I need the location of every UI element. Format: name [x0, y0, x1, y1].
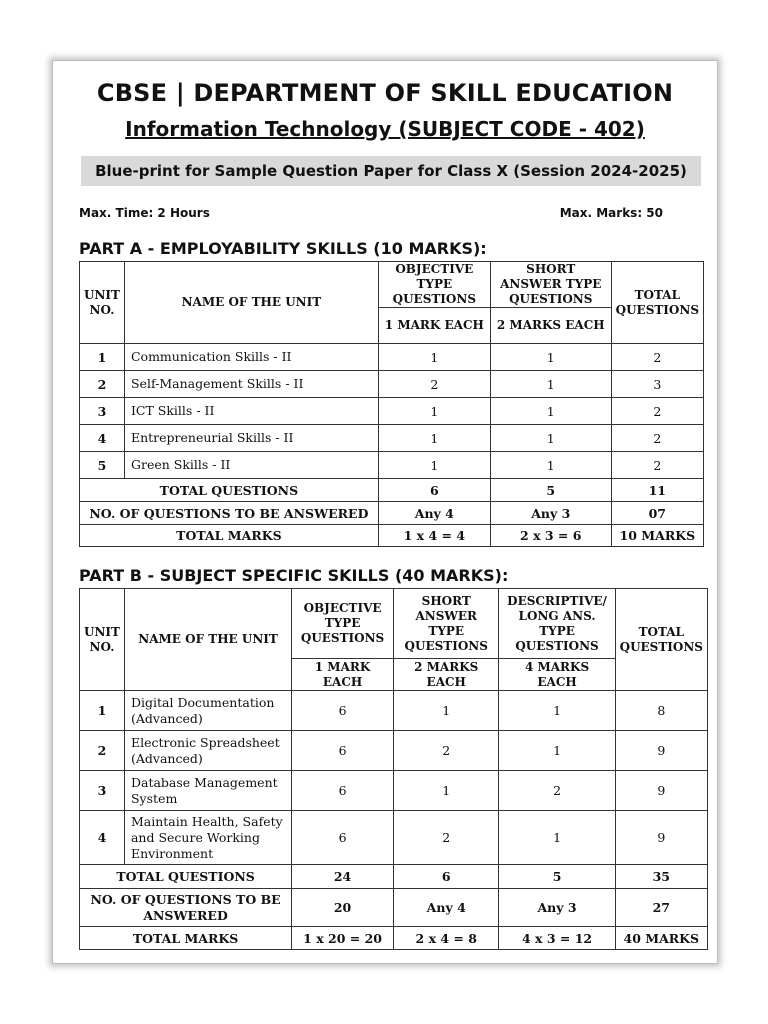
objective-count: 6 — [292, 691, 394, 731]
part-b-header-row — [80, 589, 708, 659]
objective-count: Any 4 — [378, 502, 490, 525]
total-questions-row — [80, 479, 704, 502]
total-count: 11 — [611, 479, 703, 502]
unit-no: 4 — [80, 425, 125, 452]
objective-count: 24 — [292, 865, 394, 889]
questions-to-answer-row — [80, 889, 708, 927]
part-b-long-marks: 4 MARKS EACH — [499, 659, 615, 691]
part-b-total-header: TOTAL QUESTIONS — [615, 589, 707, 691]
total-count: 2 — [611, 398, 703, 425]
total-marks: 10 MARKS — [611, 525, 703, 547]
part-a-table — [79, 261, 704, 547]
part-b-short-marks: 2 MARKS EACH — [394, 659, 499, 691]
objective-marks: 1 x 20 = 20 — [292, 927, 394, 950]
table-row — [80, 371, 704, 398]
objective-count: 1 — [378, 344, 490, 371]
long-marks: 4 x 3 = 12 — [499, 927, 615, 950]
part-a-objective-header: OBJECTIVE TYPE QUESTIONS — [378, 262, 490, 308]
total-count: 9 — [615, 731, 707, 771]
part-a-objective-marks: 1 MARK EACH — [378, 308, 490, 344]
table-row — [80, 811, 708, 865]
unit-no: 2 — [80, 371, 125, 398]
part-b-title: PART B - SUBJECT SPECIFIC SKILLS (40 MARKS): — [79, 566, 509, 585]
table-row — [80, 425, 704, 452]
unit-no: 1 — [80, 691, 125, 731]
part-a-short-header: SHORT ANSWER TYPE QUESTIONS — [490, 262, 611, 308]
total-count: 2 — [611, 452, 703, 479]
unit-no: 1 — [80, 344, 125, 371]
total-count: 9 — [615, 771, 707, 811]
table-row — [80, 398, 704, 425]
unit-name: Maintain Health, Safety and Secure Working Environment — [124, 811, 291, 865]
total-questions-row — [80, 865, 708, 889]
total-count: 35 — [615, 865, 707, 889]
total-count: 27 — [615, 889, 707, 927]
short-marks: 2 x 3 = 6 — [490, 525, 611, 547]
part-b-table — [79, 588, 708, 950]
total-marks-label: TOTAL MARKS — [80, 525, 379, 547]
short-count: 6 — [394, 865, 499, 889]
part-b-name-header: NAME OF THE UNIT — [124, 589, 291, 691]
total-count: 07 — [611, 502, 703, 525]
total-count: 9 — [615, 811, 707, 865]
part-a-header-row — [80, 262, 704, 308]
objective-count: 1 — [378, 452, 490, 479]
total-marks: 40 MARKS — [615, 927, 707, 950]
unit-no: 3 — [80, 771, 125, 811]
short-count: 1 — [490, 452, 611, 479]
unit-name: Self-Management Skills - II — [124, 371, 378, 398]
objective-count: 6 — [378, 479, 490, 502]
long-count: 1 — [499, 691, 615, 731]
unit-no: 4 — [80, 811, 125, 865]
unit-no: 3 — [80, 398, 125, 425]
long-count: 5 — [499, 865, 615, 889]
unit-no: 2 — [80, 731, 125, 771]
part-a-unit-no-header: UNIT NO. — [80, 262, 125, 344]
total-count: 8 — [615, 691, 707, 731]
unit-name: Digital Documentation (Advanced) — [124, 691, 291, 731]
objective-count: 2 — [378, 371, 490, 398]
questions-to-answer-label: NO. OF QUESTIONS TO BE ANSWERED — [80, 889, 292, 927]
table-row — [80, 344, 704, 371]
document-title: CBSE | DEPARTMENT OF SKILL EDUCATION — [96, 79, 674, 107]
table-row — [80, 691, 708, 731]
total-questions-label: TOTAL QUESTIONS — [80, 865, 292, 889]
questions-to-answer-label: NO. OF QUESTIONS TO BE ANSWERED — [80, 502, 379, 525]
total-marks-row — [80, 525, 704, 547]
part-a-title: PART A - EMPLOYABILITY SKILLS (10 MARKS): — [79, 239, 487, 258]
blueprint-text: Blue-print for Sample Question Paper for Class X (Session 2024-2025) — [95, 162, 687, 180]
long-count: Any 3 — [499, 889, 615, 927]
short-count: Any 4 — [394, 889, 499, 927]
objective-marks: 1 x 4 = 4 — [378, 525, 490, 547]
short-count: Any 3 — [490, 502, 611, 525]
max-marks: Max. Marks: 50 — [559, 206, 663, 220]
total-count: 2 — [611, 344, 703, 371]
objective-count: 20 — [292, 889, 394, 927]
short-count: 1 — [394, 691, 499, 731]
table-row — [80, 452, 704, 479]
blueprint-banner — [81, 156, 701, 186]
unit-name: Green Skills - II — [124, 452, 378, 479]
total-marks-label: TOTAL MARKS — [80, 927, 292, 950]
short-count: 2 — [394, 811, 499, 865]
total-count: 2 — [611, 425, 703, 452]
short-count: 2 — [394, 731, 499, 771]
objective-count: 6 — [292, 731, 394, 771]
unit-name: ICT Skills - II — [124, 398, 378, 425]
short-count: 1 — [490, 398, 611, 425]
part-a-short-marks: 2 MARKS EACH — [490, 308, 611, 344]
max-time: Max. Time: 2 Hours — [79, 206, 210, 220]
long-count: 1 — [499, 731, 615, 771]
unit-no: 5 — [80, 452, 125, 479]
part-b-short-header: SHORT ANSWER TYPE QUESTIONS — [394, 589, 499, 659]
objective-count: 6 — [292, 811, 394, 865]
part-b-objective-header: OBJECTIVE TYPE QUESTIONS — [292, 589, 394, 659]
short-count: 1 — [490, 371, 611, 398]
total-count: 3 — [611, 371, 703, 398]
document-page — [52, 60, 718, 964]
part-a-total-header: TOTAL QUESTIONS — [611, 262, 703, 344]
table-row — [80, 771, 708, 811]
short-count: 1 — [394, 771, 499, 811]
part-b-unit-no-header: UNIT NO. — [80, 589, 125, 691]
long-count: 1 — [499, 811, 615, 865]
part-a-name-header: NAME OF THE UNIT — [124, 262, 378, 344]
unit-name: Entrepreneurial Skills - II — [124, 425, 378, 452]
objective-count: 1 — [378, 398, 490, 425]
short-count: 1 — [490, 344, 611, 371]
objective-count: 6 — [292, 771, 394, 811]
unit-name: Communication Skills - II — [124, 344, 378, 371]
unit-name: Database Management System — [124, 771, 291, 811]
unit-name: Electronic Spreadsheet (Advanced) — [124, 731, 291, 771]
total-marks-row — [80, 927, 708, 950]
questions-to-answer-row — [80, 502, 704, 525]
short-count: 5 — [490, 479, 611, 502]
table-row — [80, 731, 708, 771]
short-count: 1 — [490, 425, 611, 452]
total-questions-label: TOTAL QUESTIONS — [80, 479, 379, 502]
part-b-long-header: DESCRIPTIVE/ LONG ANS. TYPE QUESTIONS — [499, 589, 615, 659]
part-b-objective-marks: 1 MARK EACH — [292, 659, 394, 691]
long-count: 2 — [499, 771, 615, 811]
short-marks: 2 x 4 = 8 — [394, 927, 499, 950]
objective-count: 1 — [378, 425, 490, 452]
document-subtitle: Information Technology (SUBJECT CODE - 402) — [125, 117, 645, 141]
